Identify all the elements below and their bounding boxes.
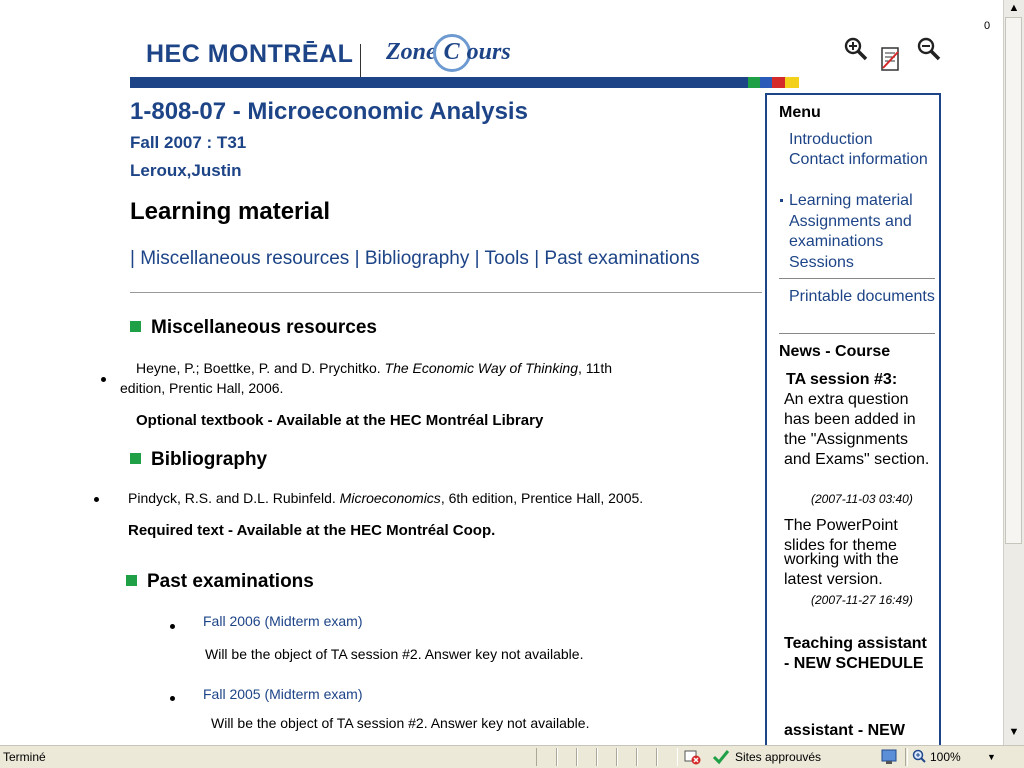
color-block-yellow — [785, 77, 799, 88]
status-text: Terminé — [3, 750, 46, 764]
zoom-out-icon[interactable] — [916, 36, 942, 68]
sidebar-divider — [779, 278, 935, 279]
hec-montreal-logo[interactable]: HEC MONTRĒAL — [146, 40, 354, 68]
logo-ours-text: ours — [466, 39, 511, 65]
menu-title: Menu — [779, 104, 821, 121]
status-cell — [596, 748, 618, 766]
sidebar-item-learning-material[interactable]: Learning material — [789, 192, 913, 209]
popup-blocked-icon[interactable] — [684, 749, 702, 768]
logo-zone-text: Zone — [386, 39, 437, 65]
news-title: News - Course — [779, 343, 891, 360]
news-item-body: An extra question has been added in the "Assignments and Exams" section. — [784, 391, 930, 468]
misc-ref-edition: , 11th — [578, 360, 613, 376]
security-zone-label: Sites approuvés — [735, 750, 822, 764]
color-block-red — [772, 77, 785, 88]
past-exams-heading — [126, 571, 314, 593]
news-item-date: (2007-11-27 16:49) — [811, 593, 913, 607]
course-title: 1-808-07 - Microeconomic Analysis — [130, 98, 528, 125]
status-cell — [616, 748, 638, 766]
green-square-icon — [130, 453, 141, 464]
scrollbar-thumb[interactable] — [1005, 17, 1022, 544]
status-cell — [556, 748, 578, 766]
misc-note — [136, 412, 543, 429]
color-block-blue — [760, 77, 772, 88]
status-bar — [0, 745, 1024, 768]
page-title: Learning material — [130, 198, 331, 225]
trusted-sites-check-icon — [712, 749, 730, 768]
news-item-body: working with the latest version. — [784, 551, 899, 588]
exam-description: Will be the object of TA session #2. Answer key not available. — [211, 715, 590, 731]
vertical-scrollbar[interactable] — [1003, 0, 1024, 745]
zoom-dropdown-icon[interactable]: ▼ — [987, 752, 996, 762]
nav-link-tools[interactable]: Tools — [484, 248, 529, 269]
sidebar-item-introduction[interactable]: Introduction — [789, 131, 873, 148]
logo-c-ring: C — [433, 34, 471, 72]
course-semester: Fall 2007 : T31 — [130, 133, 247, 152]
news-item-title: TA session #3: — [786, 371, 898, 388]
bibliography-ref — [128, 490, 643, 506]
misc-heading-text: Miscellaneous resources — [151, 317, 377, 338]
sidebar-item-sessions[interactable]: Sessions — [789, 254, 854, 271]
status-cell — [536, 748, 558, 766]
monitor-icon — [880, 749, 898, 768]
divider — [130, 292, 762, 293]
sidebar-divider — [779, 333, 935, 334]
news-item-title: Teaching assistant - NEW SCHEDULE — [784, 635, 927, 672]
bullet-icon — [170, 696, 175, 701]
course-teacher: Leroux,Justin — [130, 161, 242, 180]
news-item-body: The PowerPoint slides for theme — [784, 517, 898, 554]
bibliography-heading — [130, 449, 267, 471]
bib-ref-authors: Pindyck, R.S. and D.L. Rubinfeld. — [128, 490, 340, 506]
sidebar-menu — [765, 93, 941, 745]
zonecours-logo[interactable] — [386, 34, 511, 72]
nav-separator: | — [474, 248, 480, 269]
green-square-icon — [130, 321, 141, 332]
status-cell — [576, 748, 598, 766]
status-cell — [905, 748, 908, 766]
exam-link[interactable]: Fall 2005 (Midterm exam) — [203, 686, 363, 702]
exam-description: Will be the object of TA session #2. Answer key not available. — [205, 646, 584, 662]
bullet-icon — [170, 624, 175, 629]
bullet-icon — [94, 497, 99, 502]
section-nav — [130, 248, 700, 270]
bibliography-heading-text: Bibliography — [151, 449, 268, 470]
nav-link-past-exams[interactable]: Past examinations — [544, 248, 700, 269]
misc-resources-heading — [130, 317, 377, 339]
status-cell — [636, 748, 658, 766]
nav-link-bibliography[interactable]: Bibliography — [364, 248, 470, 269]
sidebar-item-contact[interactable]: Contact information — [789, 151, 928, 168]
nav-link-misc-resources[interactable]: Miscellaneous resources — [140, 248, 350, 269]
misc-ref-line2: edition, Prentic Hall, 2006. — [120, 380, 284, 396]
bib-note-rest: - Available at the HEC Montréal Coop. — [223, 522, 496, 539]
misc-ref-authors: Heyne, P.; Boettke, P. and D. Prychitko. — [136, 360, 385, 376]
logo-separator — [360, 44, 361, 78]
bullet-icon — [101, 377, 106, 382]
misc-note-rest: - Available at the HEC Montréal Library — [263, 412, 544, 429]
print-document-icon[interactable] — [880, 46, 902, 78]
visit-counter: 0 — [984, 20, 991, 32]
misc-ref-line1 — [136, 360, 612, 376]
bib-note-bold: Required text — [128, 522, 224, 539]
misc-note-bold: Optional textbook — [136, 412, 264, 429]
nav-separator: | — [130, 248, 135, 269]
color-block-green — [748, 77, 760, 88]
header-bar — [130, 77, 748, 88]
scroll-up-icon[interactable]: ▲ — [1008, 2, 1020, 14]
nav-separator: | — [354, 248, 360, 269]
zoom-icon[interactable] — [912, 749, 926, 766]
misc-ref-book-title: The Economic Way of Thinking — [384, 360, 579, 376]
zoom-in-icon[interactable] — [843, 36, 869, 68]
nav-separator: | — [534, 248, 540, 269]
scroll-down-icon[interactable]: ▼ — [1008, 726, 1020, 738]
news-item-date: (2007-11-03 03:40) — [811, 492, 913, 506]
green-square-icon — [126, 575, 137, 586]
bib-ref-book-title: Microeconomics — [339, 490, 441, 506]
status-cell — [656, 748, 678, 766]
exam-link[interactable]: Fall 2006 (Midterm exam) — [203, 613, 363, 629]
active-marker-icon — [780, 199, 783, 202]
past-exams-heading-text: Past examinations — [147, 571, 314, 592]
sidebar-item-assignments[interactable]: Assignments and examinations — [789, 213, 912, 250]
zoom-level[interactable]: 100% — [930, 750, 961, 764]
bibliography-note — [128, 522, 495, 539]
news-item-title: assistant - NEW — [784, 722, 905, 739]
bib-ref-edition: , 6th edition, Prentice Hall, 2005. — [440, 490, 644, 506]
sidebar-item-printable[interactable]: Printable documents — [789, 288, 935, 305]
